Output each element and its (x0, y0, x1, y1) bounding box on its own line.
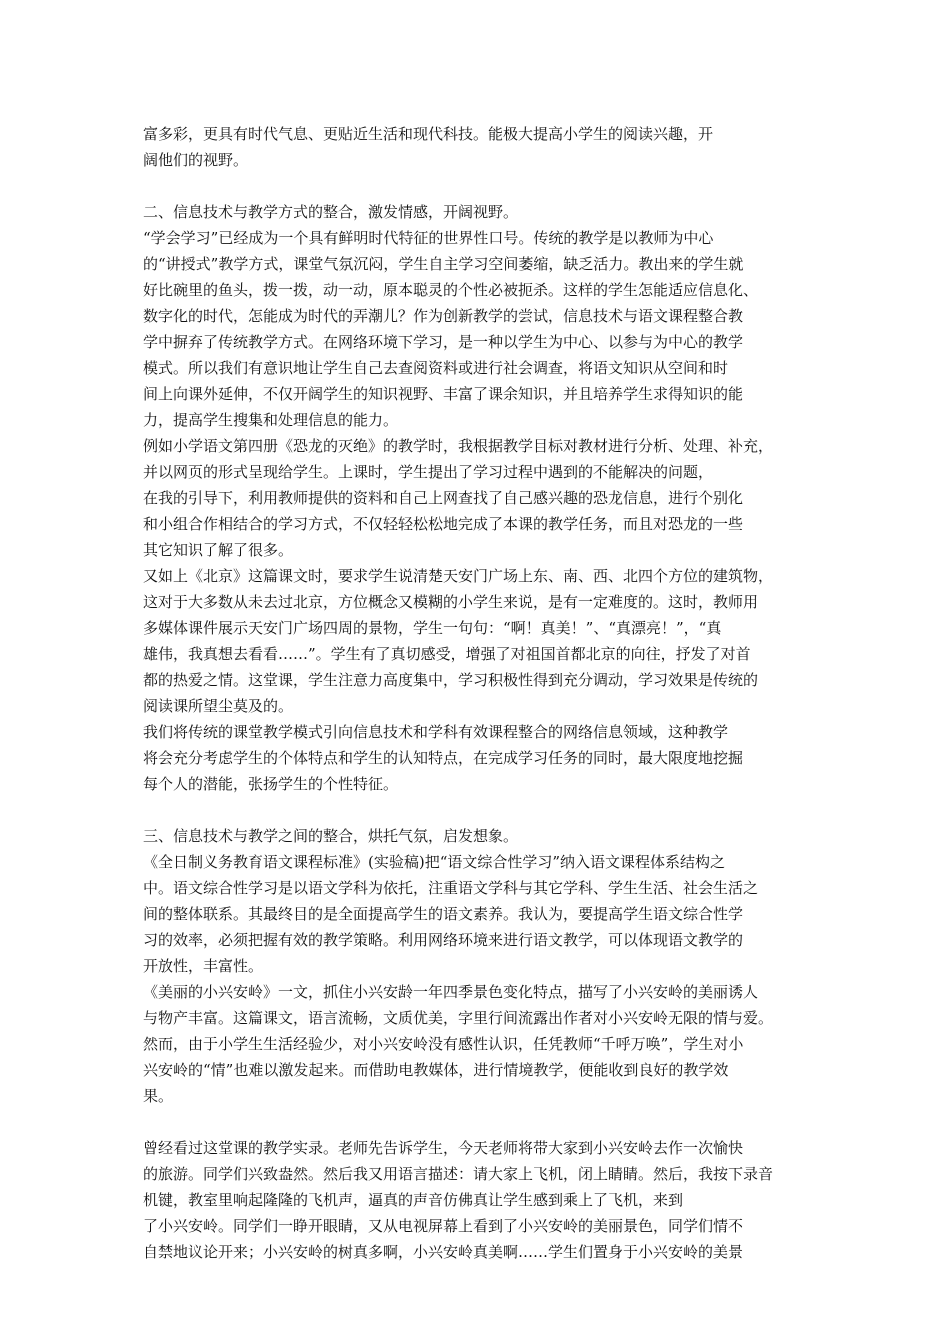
text-line: 的旅游。同学们兴致盎然。然后我又用语言描述：请大家上飞机，闭上睛睛。然后，我按下录音 (143, 1165, 774, 1183)
text-line: 都的热爱之情。这堂课，学生注意力高度集中，学习积极性得到充分调动，学习效果是传统的 (143, 671, 759, 689)
text-line: 《美丽的小兴安岭》一文，抓住小兴安龄一年四季景色变化特点，描写了小兴安岭的美丽诱人 (143, 983, 759, 1001)
blank-line (143, 173, 813, 199)
text-line: 开放性，丰富性。 (143, 957, 264, 975)
text-line: 学中摒弃了传统教学方式。在网络环境下学习，是一种以学生为中心、以参与为中心的教学 (143, 333, 744, 351)
text-line: 并以网页的形式呈现给学生。上课时，学生提出了学习过程中遇到的不能解决的问题， (143, 463, 714, 481)
text-line: 数字化的时代，怎能成为时代的弄潮儿？作为创新教学的尝试，信息技术与语文课程整合教 (143, 307, 744, 325)
text-line: 了小兴安岭。同学们一睁开眼睛，又从电视屏幕上看到了小兴安岭的美丽景色，同学们情不 (143, 1217, 744, 1235)
text-line: 每个人的潜能，张扬学生的个性特征。 (143, 775, 399, 793)
text-line: 阅读课所望尘莫及的。 (143, 697, 294, 715)
text-line: 例如小学语文第四册《恐龙的灭绝》的教学时，我根据教学目标对教材进行分析、处理、补充， (143, 437, 774, 455)
text-line: 多媒体课件展示天安门广场四周的景物，学生一句句：“啊！真美！”、“真漂亮！”，“真 (143, 619, 722, 637)
text-line: 《全日制义务教育语文课程标准》(实验稿)把“语文综合性学习”纳入语文课程体系结构之 (143, 853, 726, 871)
section-heading-2: 二、信息技术与教学方式的整合，激发情感，开阔视野。 (143, 203, 519, 221)
text-line: 雄伟，我真想去看看……”。学生有了真切感受，增强了对祖国首都北京的向往，抒发了对首 (143, 645, 751, 663)
text-line: “学会学习”已经成为一个具有鲜明时代特征的世界性口号。传统的教学是以教师为中心 (143, 229, 714, 247)
section-heading-3: 三、信息技术与教学之间的整合，烘托气氛，启发想象。 (143, 827, 519, 845)
text-line: 其它知识了解了很多。 (143, 541, 294, 559)
text-line: 间的整体联系。其最终目的是全面提高学生的语文素养。我认为，要提高学生语文综合性学 (143, 905, 744, 923)
text-line: 自禁地议论开来；小兴安岭的树真多啊，小兴安岭真美啊……学生们置身于小兴安岭的美景 (143, 1243, 744, 1261)
text-line: 然而，由于小学生生活经验少，对小兴安岭没有感性认识，任凭教师“千呼万唤”，学生对小 (143, 1035, 744, 1053)
text-line: 阔他们的视野。 (143, 151, 249, 169)
text-line: 在我的引导下，利用教师提供的资料和自己上网查找了自己感兴趣的恐龙信息，进行个别化 (143, 489, 744, 507)
text-line: 这对于大多数从未去过北京，方位概念又模糊的小学生来说，是有一定难度的。这时，教师用 (143, 593, 759, 611)
text-line: 兴安岭的“情”也难以激发起来。而借助电教媒体，进行情境教学，便能收到良好的教学效 (143, 1061, 729, 1079)
text-line: 好比碗里的鱼头，拨一拨，动一动，原本聪灵的个性必被扼杀。这样的学生怎能适应信息化、 (143, 281, 759, 299)
text-line: 富多彩，更具有时代气息、更贴近生活和现代科技。能极大提高小学生的阅读兴趣，开 (143, 125, 714, 143)
document-page (143, 121, 813, 1265)
text-line: 又如上《北京》这篇课文时，要求学生说清楚天安门广场上东、南、西、北四个方位的建筑物， (143, 567, 774, 585)
text-line: 和小组合作相结合的学习方式，不仅轻轻松松地完成了本课的教学任务，而且对恐龙的一些 (143, 515, 744, 533)
text-line: 间上向课外延伸，不仅开阔学生的知识视野、丰富了课余知识，并且培养学生求得知识的能 (143, 385, 744, 403)
text-line: 将会充分考虑学生的个体特点和学生的认知特点，在完成学习任务的同时，最大限度地挖掘 (143, 749, 744, 767)
text-line: 与物产丰富。这篇课文，语言流畅，文质优美，字里行间流露出作者对小兴安岭无限的情与爱。 (143, 1009, 774, 1027)
text-line: 习的效率，必须把握有效的教学策略。利用网络环境来进行语文教学，可以体现语文教学的 (143, 931, 744, 949)
blank-line (143, 1109, 813, 1135)
blank-line (143, 797, 813, 823)
text-line: 机键，教室里响起隆隆的飞机声，逼真的声音仿佛真让学生感到乘上了飞机，来到 (143, 1191, 684, 1209)
text-line: 模式。所以我们有意识地让学生自己去查阅资料或进行社会调查，将语文知识从空间和时 (143, 359, 729, 377)
text-line: 的“讲授式”教学方式，课堂气氛沉闷，学生自主学习空间萎缩，缺乏活力。教出来的学生就 (143, 255, 744, 273)
text-line: 中。语文综合性学习是以语文学科为依托，注重语文学科与其它学科、学生生活、社会生活之 (143, 879, 759, 897)
text-line: 果。 (143, 1087, 174, 1105)
text-line: 曾经看过这堂课的教学实录。老师先告诉学生，今天老师将带大家到小兴安岭去作一次愉快 (143, 1139, 744, 1157)
text-line: 力，提高学生搜集和处理信息的能力。 (143, 411, 399, 429)
text-line: 我们将传统的课堂教学模式引向信息技术和学科有效课程整合的网络信息领域，这种教学 (143, 723, 729, 741)
